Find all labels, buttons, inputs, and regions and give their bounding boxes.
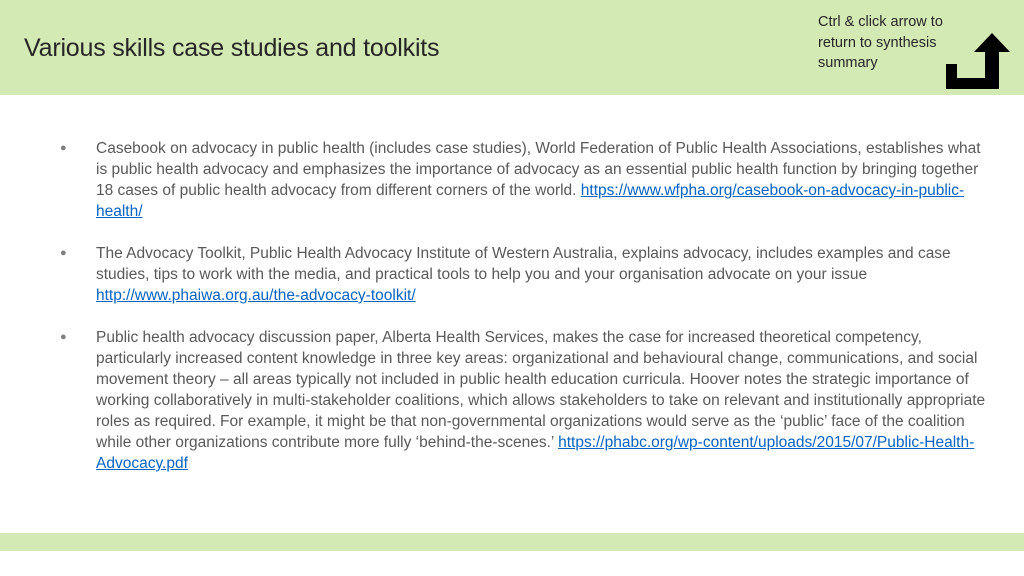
wfpha-casebook-link[interactable]: https://www.wfpha.org/casebook-on-advocacy-in-public-health/ <box>96 182 965 220</box>
list-item <box>58 243 988 306</box>
phabc-paper-link[interactable]: https://phabc.org/wp-content/uploads/2015/07/Public-Health-Advocacy.pdf <box>96 434 975 472</box>
bullet-text: Public health advocacy discussion paper, Alberta Health Services, makes the case for increased theoretical competency, particularly increased content knowledge in three key areas: organizational and behavioural change, communications, and social movement theory – all areas typically not included in public health education curricula. Hoover notes the strategic importance of working collaboratively in multi-stakeholder coalitions, which allows stakeholders to take on relevant and institutionally appropriate roles as required. For example, it might be that non-governmental organizations would serve as the ‘public’ face of the coalition while other organizations contribute more fully ‘behind-the-scenes.’ <box>96 329 986 451</box>
phaiwa-toolkit-link[interactable]: http://www.phaiwa.org.au/the-advocacy-toolkit/ <box>96 287 416 304</box>
header-bar <box>0 0 1024 95</box>
list-item <box>58 138 988 222</box>
bullet-text: The Advocacy Toolkit, Public Health Advocacy Institute of Western Australia, explains advocacy, includes examples and case studies, tips to work with the media, and practical tools to help you and your organisation advocate on your issue <box>96 245 951 283</box>
bullet-text: Casebook on advocacy in public health (includes case studies), World Federation of Public Health Associations, establishes what is public health advocacy and emphasizes the importance of advocacy as an essential public health function by bringing together 18 cases of public health advocacy from different corners of the world. <box>96 140 981 199</box>
bullet-point: ● <box>60 142 67 154</box>
footer-bar <box>0 533 1024 551</box>
bullet-point: ● <box>60 247 67 259</box>
list-item <box>58 327 988 474</box>
page-title: Various skills case studies and toolkits <box>24 34 440 62</box>
bullet-point: ● <box>60 331 67 343</box>
return-arrow-icon[interactable] <box>944 31 1010 91</box>
bullet-list <box>58 138 988 495</box>
navigation-instruction: Ctrl & click arrow to return to synthesis summary <box>818 14 943 71</box>
